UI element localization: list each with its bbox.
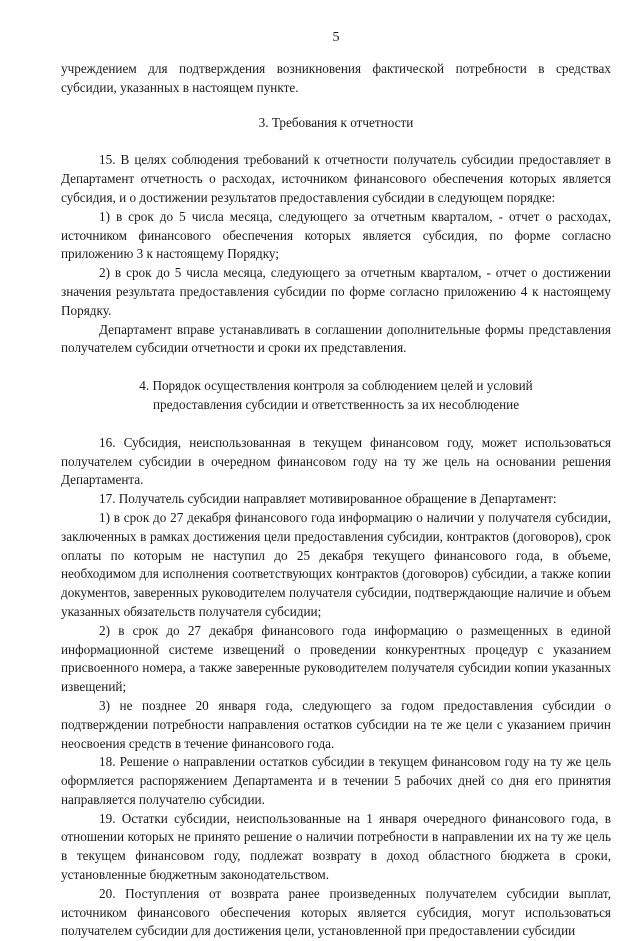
paragraph-19: 19. Остатки субсидии, неиспользованные на 1 января очередного финансового года, в отношении которых не принято решение о наличии потребности в направлении их на ту же цель в текущем финансовом году, подлежат возврату в доход областного бюджета в сроки, установленные бюджетным законодательством. (61, 810, 611, 883)
page-number: 5 (332, 30, 340, 45)
section-4-title-line-2: предоставления субсидии и ответственность за их несоблюдение (152, 396, 520, 412)
paragraph-15-item-1: 1) в срок до 5 числа месяца, следующего за отчетным кварталом, - отчет о расходах, источником финансового обеспечения которых является субсидия, по форме согласно приложению 3 к настоящему Порядку; (61, 208, 611, 262)
section-4-title (61, 377, 611, 415)
paragraph-15-note: Департамент вправе устанавливать в соглашении дополнительные формы представления получателем субсидии отчетности и сроки их представления. (61, 321, 611, 356)
paragraph-20: 20. Поступления от возврата ранее произведенных получателем субсидии выплат, источником финансового обеспечения которых является субсидия, могут использоваться получателем субсидии для достижения цели, установленной при предоставлении субсидии (61, 885, 611, 939)
section-4-title-line-1: 4. Порядок осуществления контроля за соблюдением целей и условий (139, 378, 533, 394)
paragraph-17-item-1: 1) в срок до 27 декабря финансового года информацию о наличии у получателя субсидии, заключенных в рамках достижения цели предоставления субсидии, контрактов (договоров), срок оплаты по которым не наступил до 25 декабря текущего финансового года, в объеме, необходимом для исполнения соответствующих контрактов (договоров) субсидии, а также копии документов, заверенных руководителем получателя субсидии, подтверждающие наличие и объем указанных обязательств получателя субсидии; (61, 509, 611, 619)
paragraph-18: 18. Решение о направлении остатков субсидии в текущем финансовом году на ту же цель оформляется распоряжением Департамента и в течении 5 рабочих дней со дня его принятия направляется получателю субсидии. (61, 754, 611, 807)
paragraph-continuation: учреждением для подтверждения возникновения фактической потребности в средствах субсидии, указанных в настоящем пункте. (61, 61, 611, 95)
paragraph-17-item-2: 2) в срок до 27 декабря финансового года информацию о размещенных в единой информационной системе извещений о проведении конкурентных процедур с указанием присвоенного номера, а также заверенные руководителем получателя субсидии копии указанных извещений; (61, 622, 611, 695)
paragraph-17: 17. Получатель субсидии направляет мотивированное обращение в Департамент: (99, 491, 557, 507)
paragraph-15: 15. В целях соблюдения требований к отчетности получатель субсидии предоставляет в Департамент отчетность о расходах, источником финансового обеспечения которых является субсидия, и о достижении результатов предоставления субсидии в следующем порядке: (61, 152, 611, 205)
paragraph-15-item-2: 2) в срок до 5 числа месяца, следующего за отчетным кварталом, - отчет о достижении значения результата предоставления субсидии по форме согласно приложению 4 к настоящему Порядку. (61, 265, 611, 318)
paragraph-17-item-3: 3) не позднее 20 января года, следующего за годом предоставления субсидии о подтверждении потребности направления остатков субсидии на те же цели с указанием причин неосвоения средств в течение финансового года. (61, 697, 611, 751)
section-3-title: 3. Требования к отчетности (258, 114, 414, 130)
document-page (61, 28, 611, 941)
paragraph-16: 16. Субсидия, неиспользованная в текущем финансовом году, может использоваться получателем субсидии в очередном финансовом году на ту же цель на основании решения Департамента. (61, 434, 611, 488)
